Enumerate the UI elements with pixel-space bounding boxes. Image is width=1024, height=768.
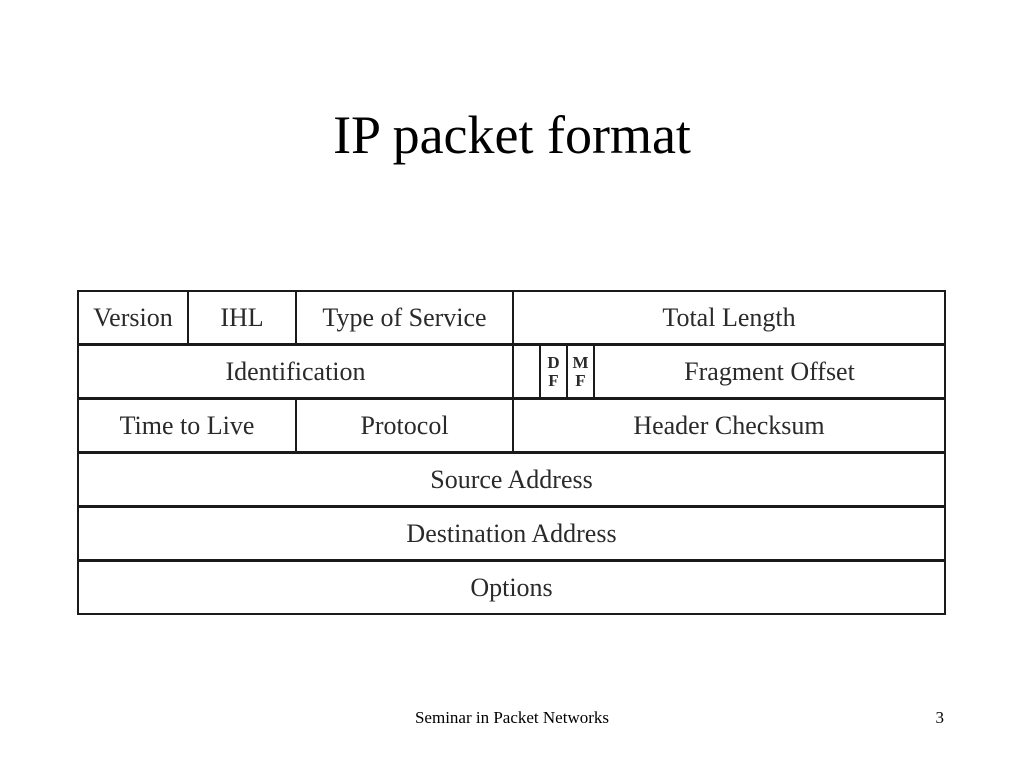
field-ihl: IHL — [187, 292, 295, 343]
field-identification: Identification — [225, 356, 366, 386]
header-row-3 — [77, 398, 946, 453]
header-row-1 — [77, 290, 946, 345]
field-fragment-offset: Fragment Offset — [593, 346, 944, 397]
field-options: Options — [470, 572, 553, 602]
field-mf-flag — [566, 346, 593, 397]
field-type-of-service: Type of Service — [295, 292, 512, 343]
mf-flag-bottom: F — [575, 370, 586, 390]
field-source-address: Source Address — [430, 464, 593, 494]
mf-flag-top: M — [572, 352, 589, 372]
field-protocol: Protocol — [295, 400, 512, 451]
page-number: 3 — [935, 708, 944, 727]
slide-title: IP packet format — [333, 105, 691, 165]
field-reserved-bit — [512, 346, 539, 397]
field-header-checksum: Header Checksum — [512, 400, 944, 451]
footer-title: Seminar in Packet Networks — [414, 708, 610, 727]
header-row-6 — [77, 560, 946, 615]
header-row-5 — [77, 506, 946, 561]
header-row-4 — [77, 452, 946, 507]
field-version: Version — [93, 302, 173, 332]
df-flag-bottom: F — [548, 370, 559, 390]
field-df-flag — [539, 346, 566, 397]
header-row-2 — [77, 344, 946, 399]
ip-header-diagram — [77, 290, 946, 615]
field-destination-address: Destination Address — [406, 518, 617, 548]
field-total-length: Total Length — [512, 292, 944, 343]
df-flag-top: D — [547, 352, 560, 372]
field-time-to-live: Time to Live — [119, 410, 255, 440]
